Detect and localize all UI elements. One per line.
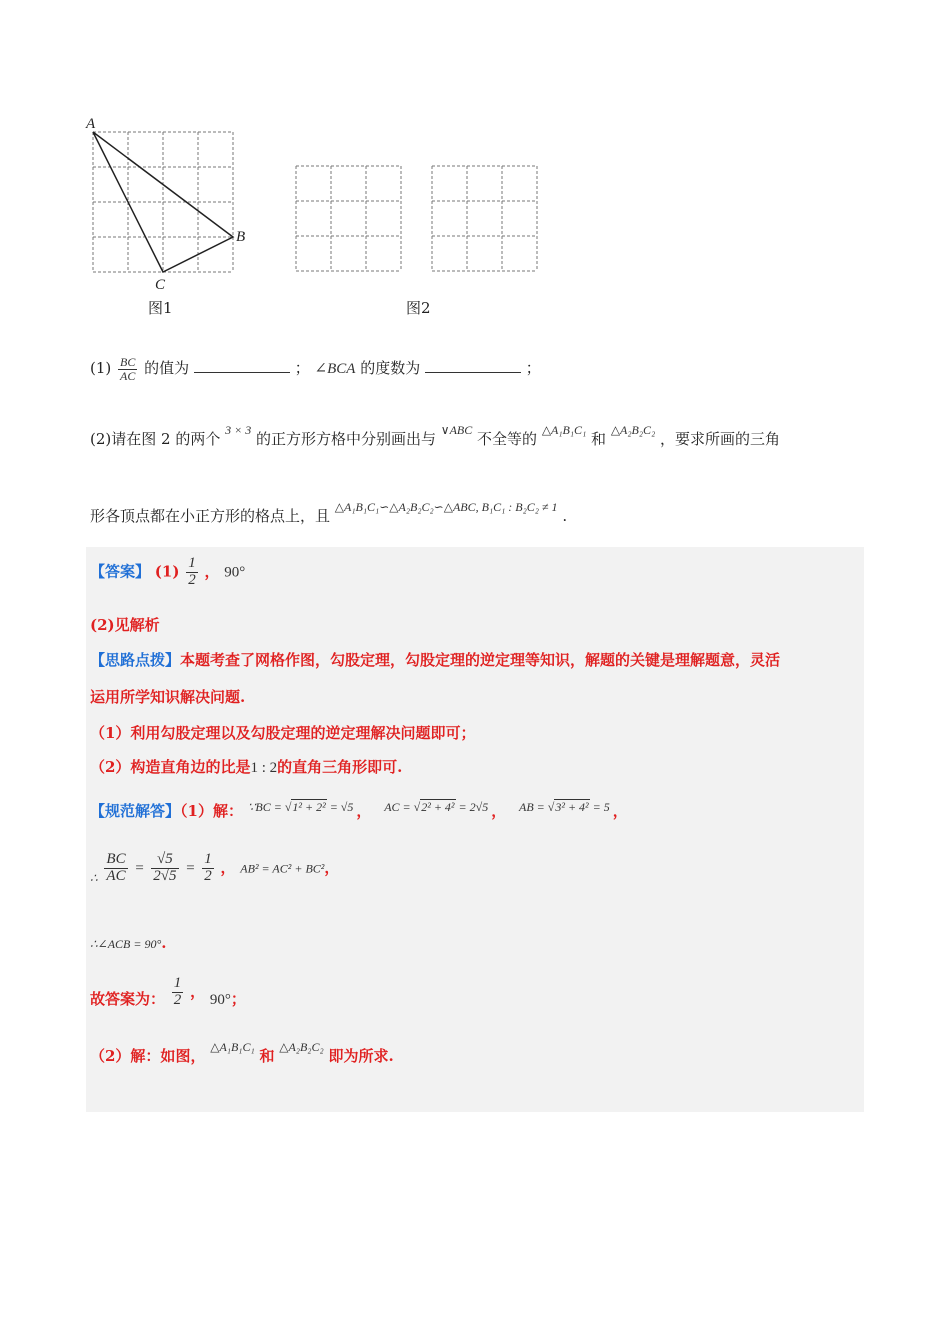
question-1: (1) $\frac{BC}{AC}$ 的值为 ； ∠BCA 的度数为 ； xyxy=(90,355,541,383)
answer-tag: 【答案】 xyxy=(90,562,151,581)
triangle-abc-symbol: ∨ABC xyxy=(440,423,473,437)
solution-part-2: （2）解：如图， $^{\triangle A_1B_1C_1}$ 和 $^{\triangle A_2B_2C_2}$ 即为所求. xyxy=(90,1040,394,1065)
triangle-a2b2c2: △A₂B₂C₂ xyxy=(610,423,656,437)
answer-half: $\frac{1}{2}$ xyxy=(188,555,196,588)
figure-2-caption: 图2 xyxy=(406,299,431,317)
similarity-condition: △A₁B₁C₁∽△A₂B₂C₂∽△ABC, B₁C₁ : B₂C₂ ≠ 1 xyxy=(334,500,558,514)
solution-line-3: ∴∠ACB = 90°. xyxy=(90,934,167,952)
triangle-a1b1c1: △A₁B₁C₁ xyxy=(541,423,587,437)
hint-line-1: 【思路点拨】本题考查了网格作图，勾股定理，勾股定理的逆定理等知识，解题的关键是理解题意，灵活 xyxy=(90,651,781,669)
figure-1-caption: 图1 xyxy=(148,299,173,317)
question-2-line-2: 形各顶点都在小正方形的格点上，且 $^{\triangle A_1B_1C_1∽\triangle A_2B_2C_2∽\triangle ABC, B_1C_1 : B_2C_2 \ne 1}$ . xyxy=(90,500,568,525)
question-1-number: (1) xyxy=(90,359,112,378)
angle-bca: ∠BCA xyxy=(314,361,356,378)
hint-item-1: （1）利用勾股定理以及勾股定理的逆定理解决问题即可； xyxy=(90,724,476,742)
sqrt-ab: √3² + 4² xyxy=(547,800,589,814)
answer-part-2: (2)见解析 xyxy=(90,616,160,634)
label-c: C xyxy=(155,277,166,292)
figure-1 xyxy=(84,112,254,292)
final-half: $\frac{1}{2}$ xyxy=(173,975,182,1008)
hint-item-2: （2）构造直角边的比是1 : 2的直角三角形即可. xyxy=(90,758,403,776)
fraction-bc-ac: $\frac{BC}{AC}$ xyxy=(120,355,136,383)
figure-2-grid-left xyxy=(295,165,405,275)
ratio-result: $\frac{1}{2}$ xyxy=(204,851,212,884)
solution-line-2: $_\therefore$ $\frac{BC}{AC}$ = $\frac{√5}{2√5}$ = $\frac{1}{2}$ ， AB² = AC² + BC²， xyxy=(90,851,340,886)
grid-size: 3 × 3 xyxy=(225,423,252,437)
solution-line-1: 【规范解答】（1）解： $^{\because BC = √1^2 + 2^2 = √5}$ ， $^{AC = √2^2 + 4^2 = 2√5}$ ， $^{AB = √3^2 + 4^2 = 5}$ ， xyxy=(90,800,628,820)
label-b: B xyxy=(236,229,246,245)
sqrt-bc: √1² + 2² xyxy=(284,800,326,814)
label-a: A xyxy=(86,116,96,132)
answer-blank-1[interactable] xyxy=(194,358,290,373)
answer-panel xyxy=(86,547,864,1112)
hint-line-2: 运用所学知识解决问题. xyxy=(90,688,246,706)
pythagorean-relation: AB² = AC² + BC² xyxy=(240,861,325,876)
ratio-bc-ac: $\frac{BC}{AC}$ xyxy=(106,851,126,884)
answer-blank-2[interactable] xyxy=(425,358,521,373)
figure-2-grid-right xyxy=(431,165,541,275)
final-answer-line: 故答案为： $\frac{1}{2}$ ， 90°； xyxy=(90,975,246,1009)
sqrt-ac: √2² + 4² xyxy=(413,800,455,814)
hint-tag: 【思路点拨】 xyxy=(90,651,181,669)
answer-line: 【答案】 (1) $\frac{1}{2}$ ， 90° xyxy=(90,555,246,588)
ratio-sqrt: $\frac{√5}{2√5}$ xyxy=(153,851,177,884)
question-2-line-1: (2)请在图 2 的两个 $^{3 \times 3}$ 的正方形方格中分别画出与 $^{\vee ABC}$ 不全等的 $^{\triangle A_1B_1C_1}$ 和 $^{\triangle A_2B_2C_2}$ ，要求所画的三角 xyxy=(90,423,781,448)
angle-acb-result: ∴∠ACB = 90° xyxy=(90,937,162,951)
solution-tag: 【规范解答】 xyxy=(90,802,181,820)
